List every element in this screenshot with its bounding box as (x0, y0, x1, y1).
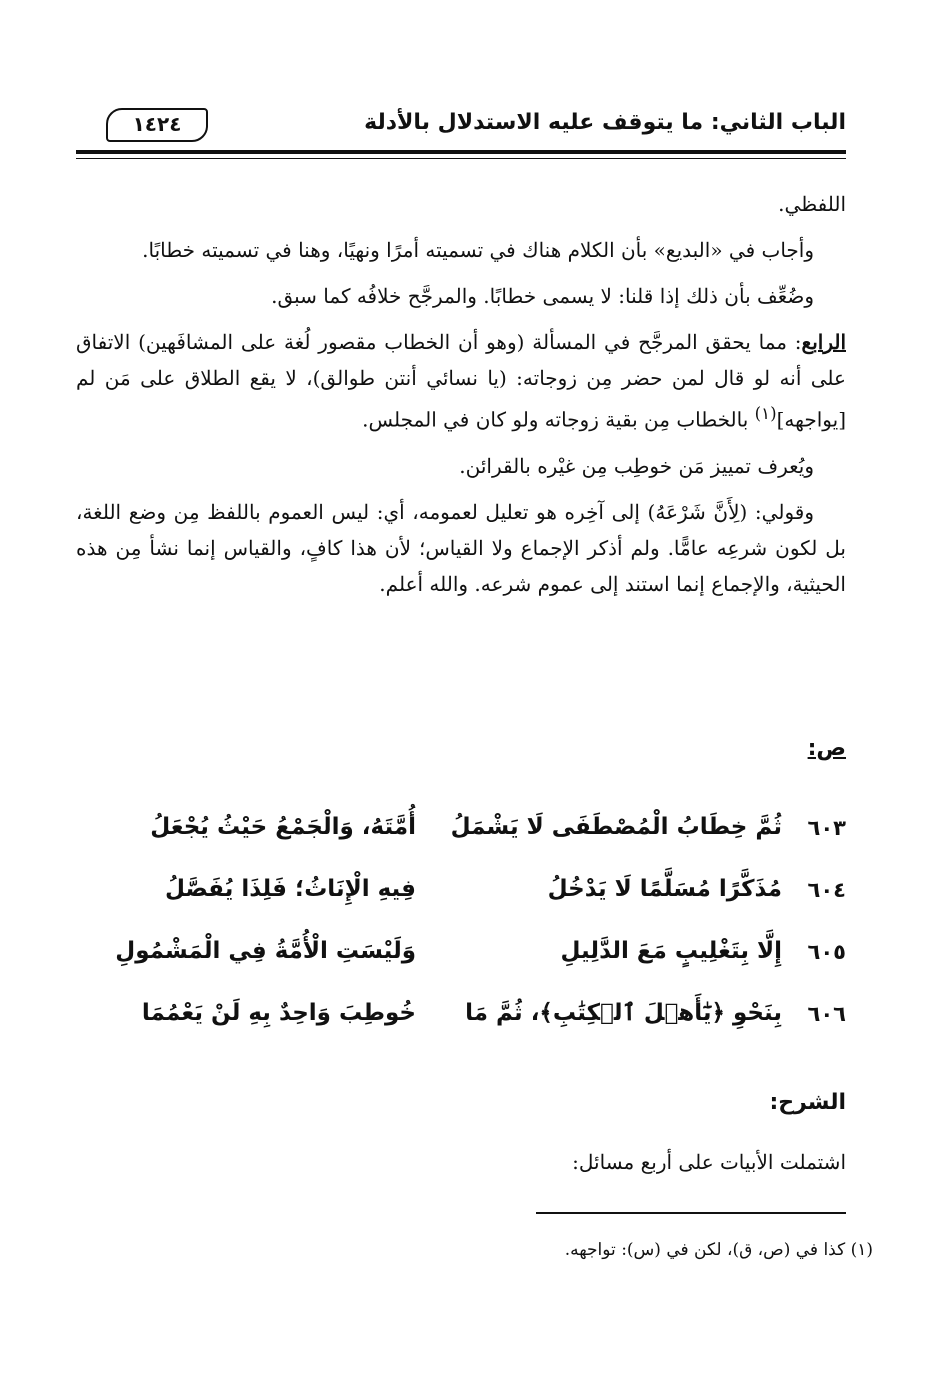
verse-first-hemistich: مُذَكَّرًا مُسَلَّمًا لَا يَدْخُلُ (547, 876, 782, 902)
verse-row (76, 936, 846, 998)
verse-second-hemistich: خُوطِبَ وَاحِدٌ بِهِ لَنْ يَعْمُمَا (141, 1000, 416, 1026)
verse-row (76, 998, 846, 1060)
footnote-ref: (١) (754, 404, 777, 423)
page-header (76, 108, 846, 148)
paragraph-4-heading: الرابع (801, 330, 846, 354)
footnote: (١) كذا في (ص، ق)، لكن في (س): تواجهه. (564, 1240, 873, 1260)
verse-row (76, 874, 846, 936)
paragraph-6: وقولي: (لِأَنَّ شَرْعَهُ) إلى آخِره هو تعليل لعمومه، أي: ليس العموم باللفظ مِن وضع اللغة، بل لكون شرعِه عامًّا. ولم أذكر الإجماع ولا القياس؛ لأن هذا كافٍ، والقياس إنما نشأ مِن هذه الحيثية، والإجماع إنما استند إلى عموم شرعه. والله أعلم. (76, 499, 846, 596)
verse-first-hemistich: إِلَّا بِتَغْلِيبٍ مَعَ الدَّلِيلِ (560, 938, 782, 964)
paragraph-5: ويُعرف تمييز مَن خوطِب مِن غيْره بالقرائن. (459, 453, 814, 478)
verse-number: ٦٠٦ (807, 1002, 846, 1026)
paragraph-4 (76, 324, 846, 438)
verse-second-hemistich: وَلَيْسَتِ الْأُمَّةُ فِي الْمَشْمُولِ (115, 938, 416, 964)
verse-row (76, 812, 846, 874)
header-rule-thin (76, 158, 846, 159)
header-rule-thick (76, 150, 846, 154)
verse-number: ٦٠٤ (807, 878, 846, 902)
verse-second-hemistich: فِيهِ الْإِنَاثُ؛ فَلِذَا يُفَصَّلُ (164, 876, 416, 902)
verse-number: ٦٠٣ (807, 816, 846, 840)
paragraph-4-end: بالخطاب مِن بقية زوجاته ولو كان في المجلس. (362, 407, 755, 432)
main-text (76, 186, 846, 612)
verse-first-hemistich: ثُمَّ خِطَابُ الْمُصْطَفَى لَا يَشْمَلُ (450, 814, 782, 840)
paragraph-1: اللفظي. (778, 192, 846, 216)
page-number: ١٤٢٤ (106, 108, 208, 142)
footnote-divider (536, 1212, 846, 1214)
verse-second-hemistich: أُمَّتَهُ، وَالْجَمْعُ حَيْثُ يُجْعَلُ (150, 814, 416, 840)
verse-block (76, 812, 846, 1060)
paragraph-2: وأجاب في «البديع» بأن الكلام هناك في تسميته أمرًا ونهيًا، وهنا في تسميته خطابًا. (142, 238, 814, 262)
chapter-title: الباب الثاني: ما يتوقف عليه الاستدلال بالأدلة (364, 110, 846, 135)
commentary-text: اشتملت الأبيات على أربع مسائل: (572, 1150, 846, 1174)
paragraph-3: وضُعِّف بأن ذلك إذا قلنا: لا يسمى خطابًا. والمرجَّح خلافُه كما سبق. (271, 284, 814, 308)
verse-number: ٦٠٥ (807, 940, 846, 964)
verse-first-hemistich: بِنَحْوِ ﴿يَٰٓأَهۡلَ ٱلۡكِتَٰبِ﴾، ثُمَّ مَا (465, 1000, 782, 1026)
commentary-label: الشرح: (769, 1090, 846, 1115)
verse-section-label: ص: (807, 736, 846, 761)
paragraph-4-text: : مما يحقق المرجَّح في المسألة (وهو أن الخطاب مقصور لُغة على المشافَهين) الاتفاق على أنه لو قال لمن حضر مِن زوجاته: (يا نسائي أنتن طوالق)، لا يقع الطلاق على مَن لم [يواجهه] (76, 330, 846, 432)
